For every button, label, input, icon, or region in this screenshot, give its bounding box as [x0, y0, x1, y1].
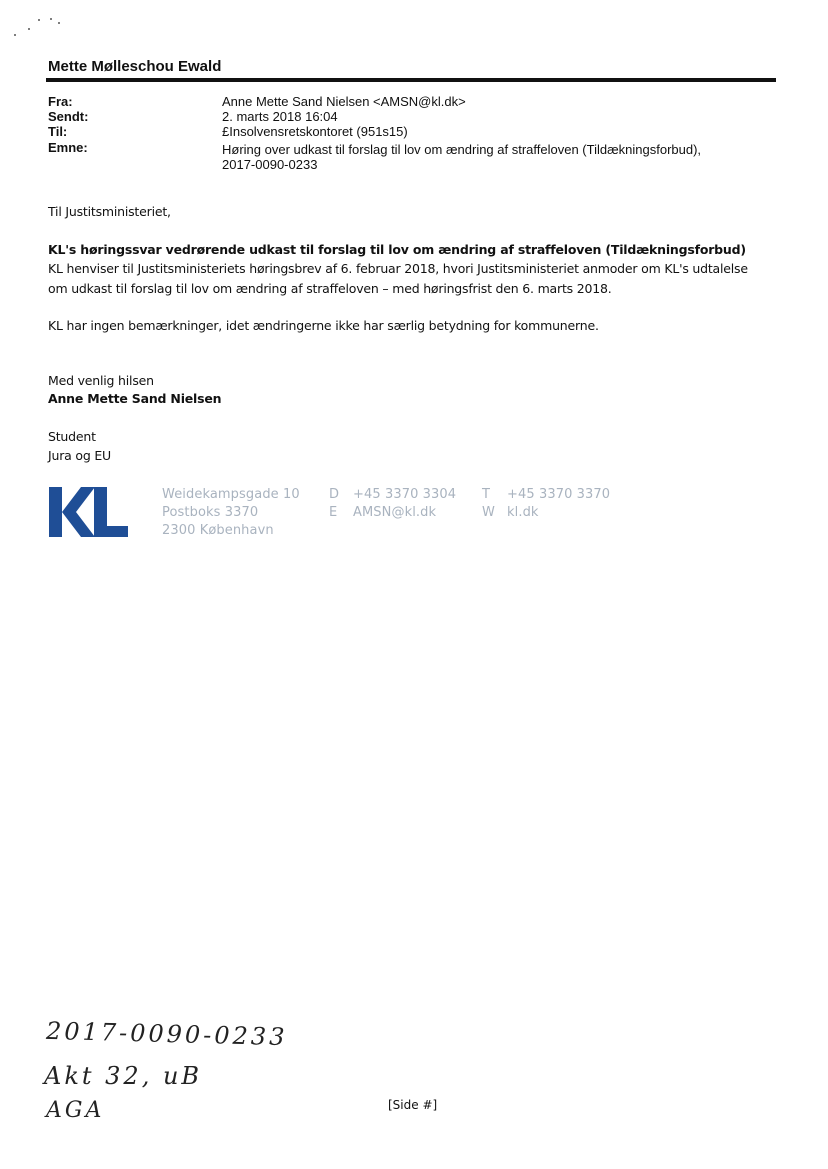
- from-value: Anne Mette Sand Nielsen <AMSN@kl.dk>: [222, 94, 466, 109]
- kl-logo: [49, 487, 129, 537]
- direct-phone-value: +45 3370 3304: [353, 487, 457, 502]
- closing: Med venlig hilsen: [48, 373, 154, 388]
- main-phone-label: T: [482, 487, 491, 502]
- email-value[interactable]: AMSN@kl.dk: [353, 505, 437, 520]
- email-label: E: [329, 505, 338, 520]
- address-line-1: Weidekampsgade 10: [162, 487, 300, 502]
- paragraph-2: KL har ingen bemærkninger, idet ændringerne ikke har særlig betydning for kommunerne.: [48, 318, 599, 333]
- from-label: Fra:: [48, 94, 73, 109]
- website-value[interactable]: kl.dk: [507, 505, 539, 520]
- header-rule: [46, 78, 776, 82]
- signer-title: Student: [48, 429, 96, 444]
- subject-value-line1: Høring over udkast til forslag til lov om ændring af straffeloven (Tildækningsforbud),: [222, 142, 702, 157]
- scan-speck: [50, 18, 52, 20]
- signer-department: Jura og EU: [48, 448, 111, 463]
- scan-speck: [58, 22, 60, 24]
- mailbox-owner: Mette Mølleschou Ewald: [48, 58, 222, 75]
- scan-speck: [14, 34, 16, 36]
- to-label: Til:: [48, 124, 68, 139]
- response-heading: KL's høringssvar vedrørende udkast til forslag til lov om ændring af straffeloven (Tildækningsforbud): [48, 242, 746, 257]
- handwritten-akt-note: Akt 32, uB: [44, 1062, 203, 1090]
- main-phone-value: +45 3370 3370: [507, 487, 611, 502]
- address-line-2: Postboks 3370: [162, 505, 259, 520]
- direct-phone-label: D: [329, 487, 340, 502]
- handwritten-initials: AGA: [46, 1098, 105, 1123]
- sent-value: 2. marts 2018 16:04: [222, 109, 338, 124]
- website-label: W: [482, 505, 495, 520]
- sent-label: Sendt:: [48, 109, 89, 124]
- greeting: Til Justitsministeriet,: [48, 204, 171, 219]
- page-marker: [Side #]: [388, 1098, 438, 1112]
- scan-speck: [28, 28, 30, 30]
- paragraph-1-line-2: om udkast til forslag til lov om ændring af straffeloven – med høringsfrist den 6. marts 2018.: [48, 281, 612, 296]
- subject-label: Emne:: [48, 140, 88, 155]
- subject-value-line2: 2017-0090-0233: [222, 157, 318, 172]
- signer-name: Anne Mette Sand Nielsen: [48, 391, 222, 406]
- to-value: £Insolvensretskontoret (951s15): [222, 124, 408, 139]
- scan-speck: [38, 19, 40, 21]
- handwritten-case-number: 2017-0090-0233: [45, 1016, 288, 1052]
- paragraph-1-line-1: KL henviser til Justitsministeriets høringsbrev af 6. februar 2018, hvori Justitsministeriet anmoder om KL's udtalelse: [48, 261, 748, 276]
- address-line-3: 2300 København: [162, 523, 274, 538]
